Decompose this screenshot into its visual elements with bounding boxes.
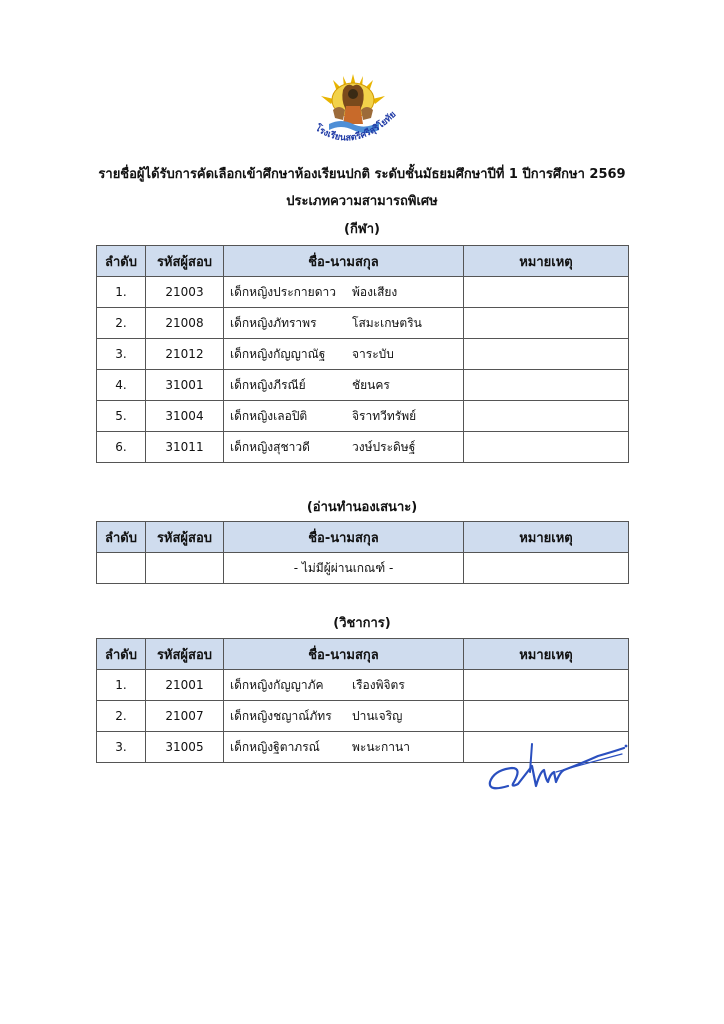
table-recitation: [96, 521, 629, 584]
header-code: รหัสผู้สอบ: [146, 522, 224, 553]
first-name: เด็กหญิงฐิตาภรณ์: [230, 739, 320, 754]
cell-no: 1.: [97, 670, 146, 701]
cell-code: 31001: [146, 370, 224, 401]
cell-code: 21003: [146, 277, 224, 308]
header-code: รหัสผู้สอบ: [146, 639, 224, 670]
last-name: เรืองพิจิตร: [352, 677, 405, 692]
cell-name: [224, 370, 464, 401]
cell-code: 31011: [146, 432, 224, 463]
first-name: เด็กหญิงสุชาวดี: [230, 439, 310, 454]
cell-no: 3.: [97, 732, 146, 763]
cell-code: 21008: [146, 308, 224, 339]
first-name: เด็กหญิงประกายดาว: [230, 284, 336, 299]
page-subtitle: ประเภทความสามารถพิเศษ: [286, 194, 438, 209]
signature: [484, 742, 630, 800]
table-row: [97, 308, 629, 339]
cell-name: [224, 732, 464, 763]
first-name: เด็กหญิงกัญญาภัค: [230, 677, 324, 692]
first-name: เด็กหญิงชญาณ์ภัทร: [230, 708, 332, 723]
cell-no: 2.: [97, 701, 146, 732]
cell-name: [224, 339, 464, 370]
header-name: ชื่อ-นามสกุล: [224, 639, 464, 670]
last-name: ชัยนคร: [352, 377, 390, 392]
first-name: เด็กหญิงภีรณีย์: [230, 377, 306, 392]
cell-note: [464, 432, 629, 463]
header-note: หมายเหตุ: [464, 522, 629, 553]
header-name: ชื่อ-นามสกุล: [224, 246, 464, 277]
cell-no: 2.: [97, 308, 146, 339]
cell-code: 21012: [146, 339, 224, 370]
header-note: หมายเหตุ: [464, 639, 629, 670]
section-title-recitation: (อ่านทำนองเสนาะ): [306, 500, 418, 515]
last-name: โสมะเกษตริน: [352, 315, 422, 330]
cell-note: [464, 553, 629, 584]
header-name: ชื่อ-นามสกุล: [224, 522, 464, 553]
header-code: รหัสผู้สอบ: [146, 246, 224, 277]
last-name: จิราทวีทรัพย์: [352, 408, 417, 423]
header-no: ลำดับ: [97, 246, 146, 277]
table-row: [97, 432, 629, 463]
cell-code: 31004: [146, 401, 224, 432]
table-row: [97, 701, 629, 732]
empty-message: - ไม่มีผู้ผ่านเกณฑ์ -: [224, 553, 464, 584]
first-name: เด็กหญิงกัญญาณัฐ: [230, 346, 326, 361]
table-row: [97, 339, 629, 370]
cell-name: [224, 670, 464, 701]
table-header-row: [97, 522, 629, 553]
cell-no: 3.: [97, 339, 146, 370]
logo-arc-text: โรงเรียนสตรีศรีสุริโยทัย: [313, 109, 399, 144]
cell-note: [464, 370, 629, 401]
header-note: หมายเหตุ: [464, 246, 629, 277]
table-row: [97, 553, 629, 584]
table-row: [97, 401, 629, 432]
last-name: ปานเจริญ: [352, 708, 403, 723]
page-title: รายชื่อผู้ได้รับการคัดเลือกเข้าศึกษาห้องเรียนปกติ ระดับชั้นมัธยมศึกษาปีที่ 1 ปีการศึกษา 2569: [98, 167, 626, 182]
cell-name: [224, 401, 464, 432]
section-title-academic: (วิชาการ): [333, 616, 391, 631]
cell-no: 6.: [97, 432, 146, 463]
cell-name: [224, 308, 464, 339]
cell-note: [464, 308, 629, 339]
table-header-row: [97, 246, 629, 277]
cell-note: [464, 401, 629, 432]
section-title-sports: (กีฬา): [344, 222, 380, 237]
header-no: ลำดับ: [97, 522, 146, 553]
cell-no: 1.: [97, 277, 146, 308]
first-name: เด็กหญิงเลอปิติ: [230, 408, 308, 423]
cell-name: [224, 432, 464, 463]
cell-name: [224, 701, 464, 732]
cell-note: [464, 277, 629, 308]
cell-no: 4.: [97, 370, 146, 401]
school-logo: [303, 66, 403, 148]
table-sports: [96, 245, 629, 463]
table-header-row: [97, 639, 629, 670]
cell-note: [464, 670, 629, 701]
last-name: พ้องเสียง: [352, 284, 398, 299]
last-name: พะนะกานา: [352, 739, 410, 754]
first-name: เด็กหญิงภัทราพร: [230, 315, 317, 330]
table-row: [97, 670, 629, 701]
cell-code: 21007: [146, 701, 224, 732]
table-row: [97, 370, 629, 401]
table-row: [97, 277, 629, 308]
last-name: จาระบับ: [352, 346, 394, 361]
cell-no: [97, 553, 146, 584]
cell-code: [146, 553, 224, 584]
cell-note: [464, 339, 629, 370]
cell-code: 31005: [146, 732, 224, 763]
cell-no: 5.: [97, 401, 146, 432]
cell-name: [224, 277, 464, 308]
cell-note: [464, 701, 629, 732]
last-name: วงษ์ประดิษฐ์: [352, 439, 416, 454]
header-no: ลำดับ: [97, 639, 146, 670]
cell-code: 21001: [146, 670, 224, 701]
